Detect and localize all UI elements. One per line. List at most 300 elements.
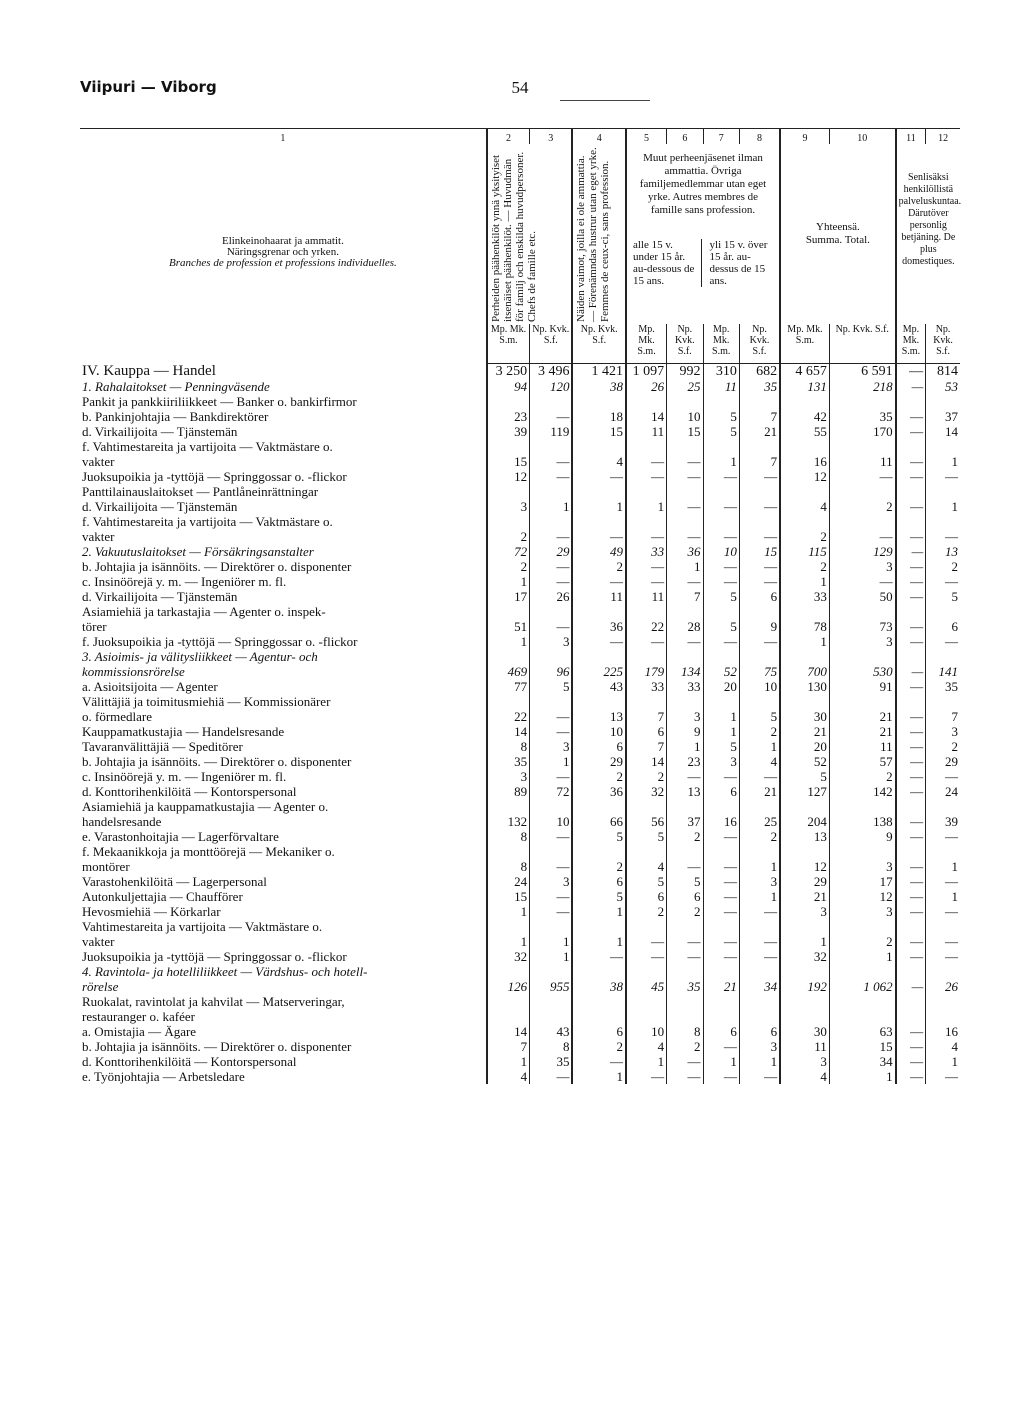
header-rule [560,100,650,101]
cell-col-10: 170 [829,424,895,439]
cell-col-11: — [896,574,926,589]
cell-col-9: 21 [780,889,829,904]
cell-col-12 [926,439,960,454]
cell-col-10: 17 [829,874,895,889]
cell-col-11: — [896,1054,926,1069]
cell-col-11 [896,604,926,619]
cell-col-6: 35 [667,979,703,994]
cell-col-9 [780,694,829,709]
row-label: Tavaranvälittäjiä — Speditörer [82,739,243,754]
cell-col-10: 1 062 [829,979,895,994]
cell-col-10: 2 [829,499,895,514]
cell-col-5 [626,919,667,934]
cell-col-8 [739,919,780,934]
cell-col-9: 5 [780,769,829,784]
group-row [80,964,960,979]
cell-col-9: 2 [780,529,829,544]
cell-col-8: — [739,529,780,544]
cell-col-3: 26 [530,589,573,604]
cell-col-3: 96 [530,664,573,679]
cell-col-11 [896,994,926,1009]
cell-col-12: 1 [926,889,960,904]
cell-col-10: 3 [829,859,895,874]
cell-col-4: 6 [572,739,626,754]
cell-col-6: — [667,634,703,649]
group-row [80,544,960,559]
cell-col-9 [780,514,829,529]
cell-col-2: 14 [487,724,530,739]
cell-col-4: 18 [572,409,626,424]
cell-col-4: 225 [572,664,626,679]
group-row [80,664,960,679]
cell-col-2: 3 [487,499,530,514]
cell-col-3 [530,514,573,529]
cell-col-10: 63 [829,1024,895,1039]
cell-col-4 [572,964,626,979]
cell-col-8 [739,604,780,619]
cell-col-6: — [667,769,703,784]
cell-col-2: 51 [487,619,530,634]
cell-col-9 [780,919,829,934]
cell-col-4: 2 [572,1039,626,1054]
cell-col-6: 1 [667,559,703,574]
table-row [80,874,960,889]
cell-col-3: 72 [530,784,573,799]
cell-col-3: 119 [530,424,573,439]
row-label: b. Johtajia ja isännöits. — Direktörer o. disponenter [82,559,352,574]
cell-col-10 [829,649,895,664]
cell-col-10: 142 [829,784,895,799]
cell-col-11: — [896,754,926,769]
cell-col-2: 1 [487,574,530,589]
table-row [80,694,960,709]
col-head-1: 1 Elinkeinohaarat ja ammatit. Näringsgrenar och yrken. Branches de profession et professions individuelles. [80,129,487,364]
cell-col-11: — [896,499,926,514]
cell-col-8 [739,439,780,454]
cell-col-7 [703,919,739,934]
table-row [80,904,960,919]
row-label: restauranger o. kaféer [82,1009,195,1024]
cell-col-12 [926,964,960,979]
cell-col-11: — [896,1039,926,1054]
cell-col-11 [896,844,926,859]
cell-col-12: — [926,1069,960,1084]
row-label: d. Virkailijoita — Tjänstemän [82,499,238,514]
row-label: rörelse [82,979,119,994]
cell-col-12: — [926,769,960,784]
cell-col-5: 1 097 [626,364,667,380]
cell-col-8 [739,964,780,979]
cell-col-12: — [926,529,960,544]
cell-col-7: — [703,829,739,844]
cell-col-4: 5 [572,829,626,844]
cell-col-12 [926,514,960,529]
cell-col-11: — [896,1024,926,1039]
table-row [80,529,960,544]
cell-col-12: 37 [926,409,960,424]
cell-col-2: 72 [487,544,530,559]
cell-col-7 [703,649,739,664]
cell-col-12: 53 [926,379,960,394]
cell-col-8 [739,484,780,499]
col-num-5: 5 [626,129,667,145]
cell-col-7: — [703,1069,739,1084]
cell-col-5: 32 [626,784,667,799]
cell-col-11: — [896,424,926,439]
table-row [80,889,960,904]
cell-col-2 [487,994,530,1009]
unit-11: Mp. Mk. S.m. [896,324,926,364]
cell-col-2: 14 [487,1024,530,1039]
cell-col-7 [703,439,739,454]
cell-col-5: — [626,634,667,649]
cell-col-5: — [626,574,667,589]
row-label: Asiamiehiä ja kauppamatkustajia — Agenter o. [82,799,329,814]
cell-col-11 [896,484,926,499]
cell-col-9: 130 [780,679,829,694]
cell-col-2 [487,394,530,409]
cell-col-4: 13 [572,709,626,724]
cell-col-7: — [703,469,739,484]
cell-col-3: — [530,619,573,634]
cell-col-12: 6 [926,619,960,634]
cell-col-12: 3 [926,724,960,739]
cell-col-6: 23 [667,754,703,769]
row-label: b. Pankinjohtajia — Bankdirektörer [82,409,269,424]
cell-col-6: 2 [667,829,703,844]
cell-col-11: — [896,559,926,574]
cell-col-4 [572,514,626,529]
table-row [80,769,960,784]
row-label: Kauppamatkustajia — Handelsresande [82,724,285,739]
cell-col-6: — [667,499,703,514]
cell-col-3: 3 [530,874,573,889]
table-row [80,604,960,619]
row-label: a. Asioitsijoita — Agenter [82,679,218,694]
running-title: Viipuri — Viborg [80,78,217,96]
cell-col-5: — [626,934,667,949]
cell-col-2: 469 [487,664,530,679]
cell-col-3: — [530,904,573,919]
row-label: f. Mekaanikkoja ja monttöörejä — Mekaniker o. [82,844,335,859]
col-num-11: 11 [896,129,926,145]
cell-col-5: 7 [626,709,667,724]
cell-col-2: 1 [487,904,530,919]
cell-col-8: 7 [739,454,780,469]
cell-col-6 [667,394,703,409]
cell-col-6: 7 [667,589,703,604]
cell-col-3: 120 [530,379,573,394]
cell-col-12: — [926,829,960,844]
cell-col-7: 310 [703,364,739,380]
row-label: f. Vahtimestareita ja vartijoita — Vaktmästare o. [82,439,333,454]
cell-col-8 [739,1009,780,1024]
cell-col-2: 77 [487,679,530,694]
cell-col-7: — [703,1039,739,1054]
table-row [80,1054,960,1069]
cell-col-10: 1 [829,949,895,964]
cell-col-3: 1 [530,754,573,769]
cell-col-4: — [572,529,626,544]
table-row [80,709,960,724]
cell-col-4 [572,604,626,619]
row-label: Vahtimestareita ja vartijoita — Vaktmästare o. [82,919,323,934]
row-label: d. Virkailijoita — Tjänstemän [82,424,238,439]
cell-col-6: 28 [667,619,703,634]
cell-col-7 [703,964,739,979]
row-label: handelsresande [82,814,162,829]
cell-col-9: 700 [780,664,829,679]
cell-col-8: — [739,934,780,949]
cell-col-9: 42 [780,409,829,424]
cell-col-6: 15 [667,424,703,439]
cell-col-2: 1 [487,1054,530,1069]
cell-col-8: 21 [739,424,780,439]
cell-col-5: — [626,1069,667,1084]
cell-col-11 [896,799,926,814]
cell-col-7 [703,1009,739,1024]
cell-col-11: — [896,784,926,799]
cell-col-11 [896,694,926,709]
cell-col-2 [487,484,530,499]
unit-7: Mp. Mk. S.m. [703,324,739,364]
cell-col-4: 5 [572,889,626,904]
cell-col-6: 2 [667,1039,703,1054]
cell-col-3: — [530,709,573,724]
cell-col-10: 11 [829,454,895,469]
cell-col-9: 3 [780,1054,829,1069]
cell-col-8: 1 [739,1054,780,1069]
col-head-11-12: Senlisäksi henkilöllistä palveluskuntaa. Därutöver personlig betjäning. De plus domestiques. [896,144,960,324]
cell-col-4: 6 [572,874,626,889]
cell-col-5 [626,604,667,619]
cell-col-6: 13 [667,784,703,799]
cell-col-3 [530,994,573,1009]
cell-col-5: — [626,949,667,964]
cell-col-12: 26 [926,979,960,994]
cell-col-3 [530,1009,573,1024]
cell-col-7: — [703,769,739,784]
cell-col-2: 24 [487,874,530,889]
statistics-table [80,128,960,1084]
cell-col-6: — [667,949,703,964]
cell-col-10 [829,514,895,529]
table-row [80,499,960,514]
cell-col-4 [572,919,626,934]
cell-col-3 [530,439,573,454]
cell-col-3: — [530,469,573,484]
row-label: c. Insinöörejä y. m. — Ingeniörer m. fl. [82,769,287,784]
row-label: 3. Asioimis- ja välitysliikkeet — Agentur- och [82,649,318,664]
cell-col-6 [667,994,703,1009]
row-label: Autonkuljettajia — Chaufförer [82,889,243,904]
table-row [80,739,960,754]
cell-col-3 [530,844,573,859]
cell-col-9: 115 [780,544,829,559]
cell-col-4: — [572,634,626,649]
cell-col-8: 15 [739,544,780,559]
cell-col-10: 57 [829,754,895,769]
cell-col-4: 6 [572,1024,626,1039]
cell-col-5 [626,799,667,814]
cell-col-11: — [896,634,926,649]
cell-col-5: 4 [626,859,667,874]
col-head-4: Näiden vaimot, joilla ei ole ammattia. — Förenämndas hustrur utan eget yrke. Femmes de ceux-ci, sans profession. [572,144,626,324]
cell-col-8: 6 [739,589,780,604]
cell-col-6 [667,484,703,499]
cell-col-5: 45 [626,979,667,994]
cell-col-8: 682 [739,364,780,380]
cell-col-3 [530,484,573,499]
cell-col-2: 8 [487,829,530,844]
row-label: Juoksupoikia ja -tyttöjä — Springgossar o. -flickor [82,469,347,484]
cell-col-6: — [667,529,703,544]
table-row [80,919,960,934]
cell-col-4 [572,394,626,409]
cell-col-4: 10 [572,724,626,739]
cell-col-3: — [530,829,573,844]
cell-col-9: 13 [780,829,829,844]
cell-col-9: 33 [780,589,829,604]
cell-col-2: 3 [487,769,530,784]
cell-col-5: 33 [626,544,667,559]
cell-col-9: 131 [780,379,829,394]
page-header [80,78,960,100]
cell-col-5 [626,994,667,1009]
cell-col-8: 35 [739,379,780,394]
cell-col-10 [829,964,895,979]
cell-col-3 [530,649,573,664]
row-label: b. Johtajia ja isännöits. — Direktörer o. disponenter [82,754,352,769]
cell-col-7: 20 [703,679,739,694]
cell-col-7: — [703,574,739,589]
table-row [80,754,960,769]
cell-col-12: 1 [926,859,960,874]
cell-col-7: 3 [703,754,739,769]
table-row [80,469,960,484]
cell-col-7: 1 [703,709,739,724]
cell-col-9: 11 [780,1039,829,1054]
col-num-4: 4 [572,129,626,145]
cell-col-5: 2 [626,904,667,919]
cell-col-3: — [530,529,573,544]
col-num-8: 8 [739,129,780,145]
cell-col-7: 5 [703,424,739,439]
cell-col-9: 16 [780,454,829,469]
cell-col-3 [530,799,573,814]
cell-col-7: 1 [703,454,739,469]
cell-col-9 [780,1009,829,1024]
cell-col-11: — [896,829,926,844]
col-num-12: 12 [926,129,960,145]
row-label: montörer [82,859,130,874]
cell-col-11: — [896,1069,926,1084]
table-row [80,559,960,574]
cell-col-10: 21 [829,709,895,724]
cell-col-2: 32 [487,949,530,964]
cell-col-7: 52 [703,664,739,679]
cell-col-9: 12 [780,469,829,484]
unit-2: Mp. Mk. S.m. [487,324,530,364]
cell-col-2: 1 [487,634,530,649]
cell-col-3: 1 [530,934,573,949]
cell-col-6: 6 [667,889,703,904]
cell-col-8: — [739,1069,780,1084]
cell-col-12 [926,694,960,709]
row-label: Juoksupoikia ja -tyttöjä — Springgossar o. -flickor [82,949,347,964]
cell-col-2: 1 [487,934,530,949]
cell-col-5: 1 [626,1054,667,1069]
table-row [80,574,960,589]
cell-col-2: 126 [487,979,530,994]
cell-col-7: 16 [703,814,739,829]
cell-col-4: — [572,1054,626,1069]
cell-col-11: — [896,454,926,469]
cell-col-10 [829,694,895,709]
cell-col-5 [626,844,667,859]
cell-col-6: 37 [667,814,703,829]
group-row [80,649,960,664]
cell-col-3: — [530,1069,573,1084]
cell-col-4: — [572,574,626,589]
cell-col-9 [780,799,829,814]
cell-col-10: — [829,529,895,544]
cell-col-12 [926,994,960,1009]
cell-col-7: 11 [703,379,739,394]
cell-col-5 [626,514,667,529]
cell-col-8: 3 [739,874,780,889]
cell-col-2: 22 [487,709,530,724]
cell-col-3: 5 [530,679,573,694]
col-head-9-10: Yhteensä. Summa. Total. [780,144,896,324]
cell-col-10 [829,394,895,409]
cell-col-6: 8 [667,1024,703,1039]
cell-col-7: 10 [703,544,739,559]
cell-col-12: 29 [926,754,960,769]
cell-col-12: 39 [926,814,960,829]
cell-col-8: 1 [739,889,780,904]
cell-col-7 [703,604,739,619]
cell-col-12: 814 [926,364,960,380]
cell-col-3: 8 [530,1039,573,1054]
cell-col-5: 26 [626,379,667,394]
cell-col-2: 8 [487,859,530,874]
cell-col-6: 1 [667,739,703,754]
cell-col-3: 29 [530,544,573,559]
cell-col-9 [780,964,829,979]
cell-col-9 [780,604,829,619]
cell-col-4: 29 [572,754,626,769]
cell-col-12: 5 [926,589,960,604]
row-label: b. Johtajia ja isännöits. — Direktörer o. disponenter [82,1039,352,1054]
cell-col-8: 7 [739,409,780,424]
cell-col-10: 11 [829,739,895,754]
cell-col-8 [739,649,780,664]
cell-col-9: 52 [780,754,829,769]
cell-col-3: — [530,724,573,739]
cell-col-9: 204 [780,814,829,829]
page-number: 54 [511,78,529,97]
cell-col-8: 3 [739,1039,780,1054]
cell-col-12: 1 [926,454,960,469]
cell-col-4: 1 [572,1069,626,1084]
cell-col-8: — [739,769,780,784]
cell-col-4: 2 [572,859,626,874]
cell-col-10: 6 591 [829,364,895,380]
cell-col-8: — [739,949,780,964]
cell-col-10: 530 [829,664,895,679]
cell-col-2: 17 [487,589,530,604]
